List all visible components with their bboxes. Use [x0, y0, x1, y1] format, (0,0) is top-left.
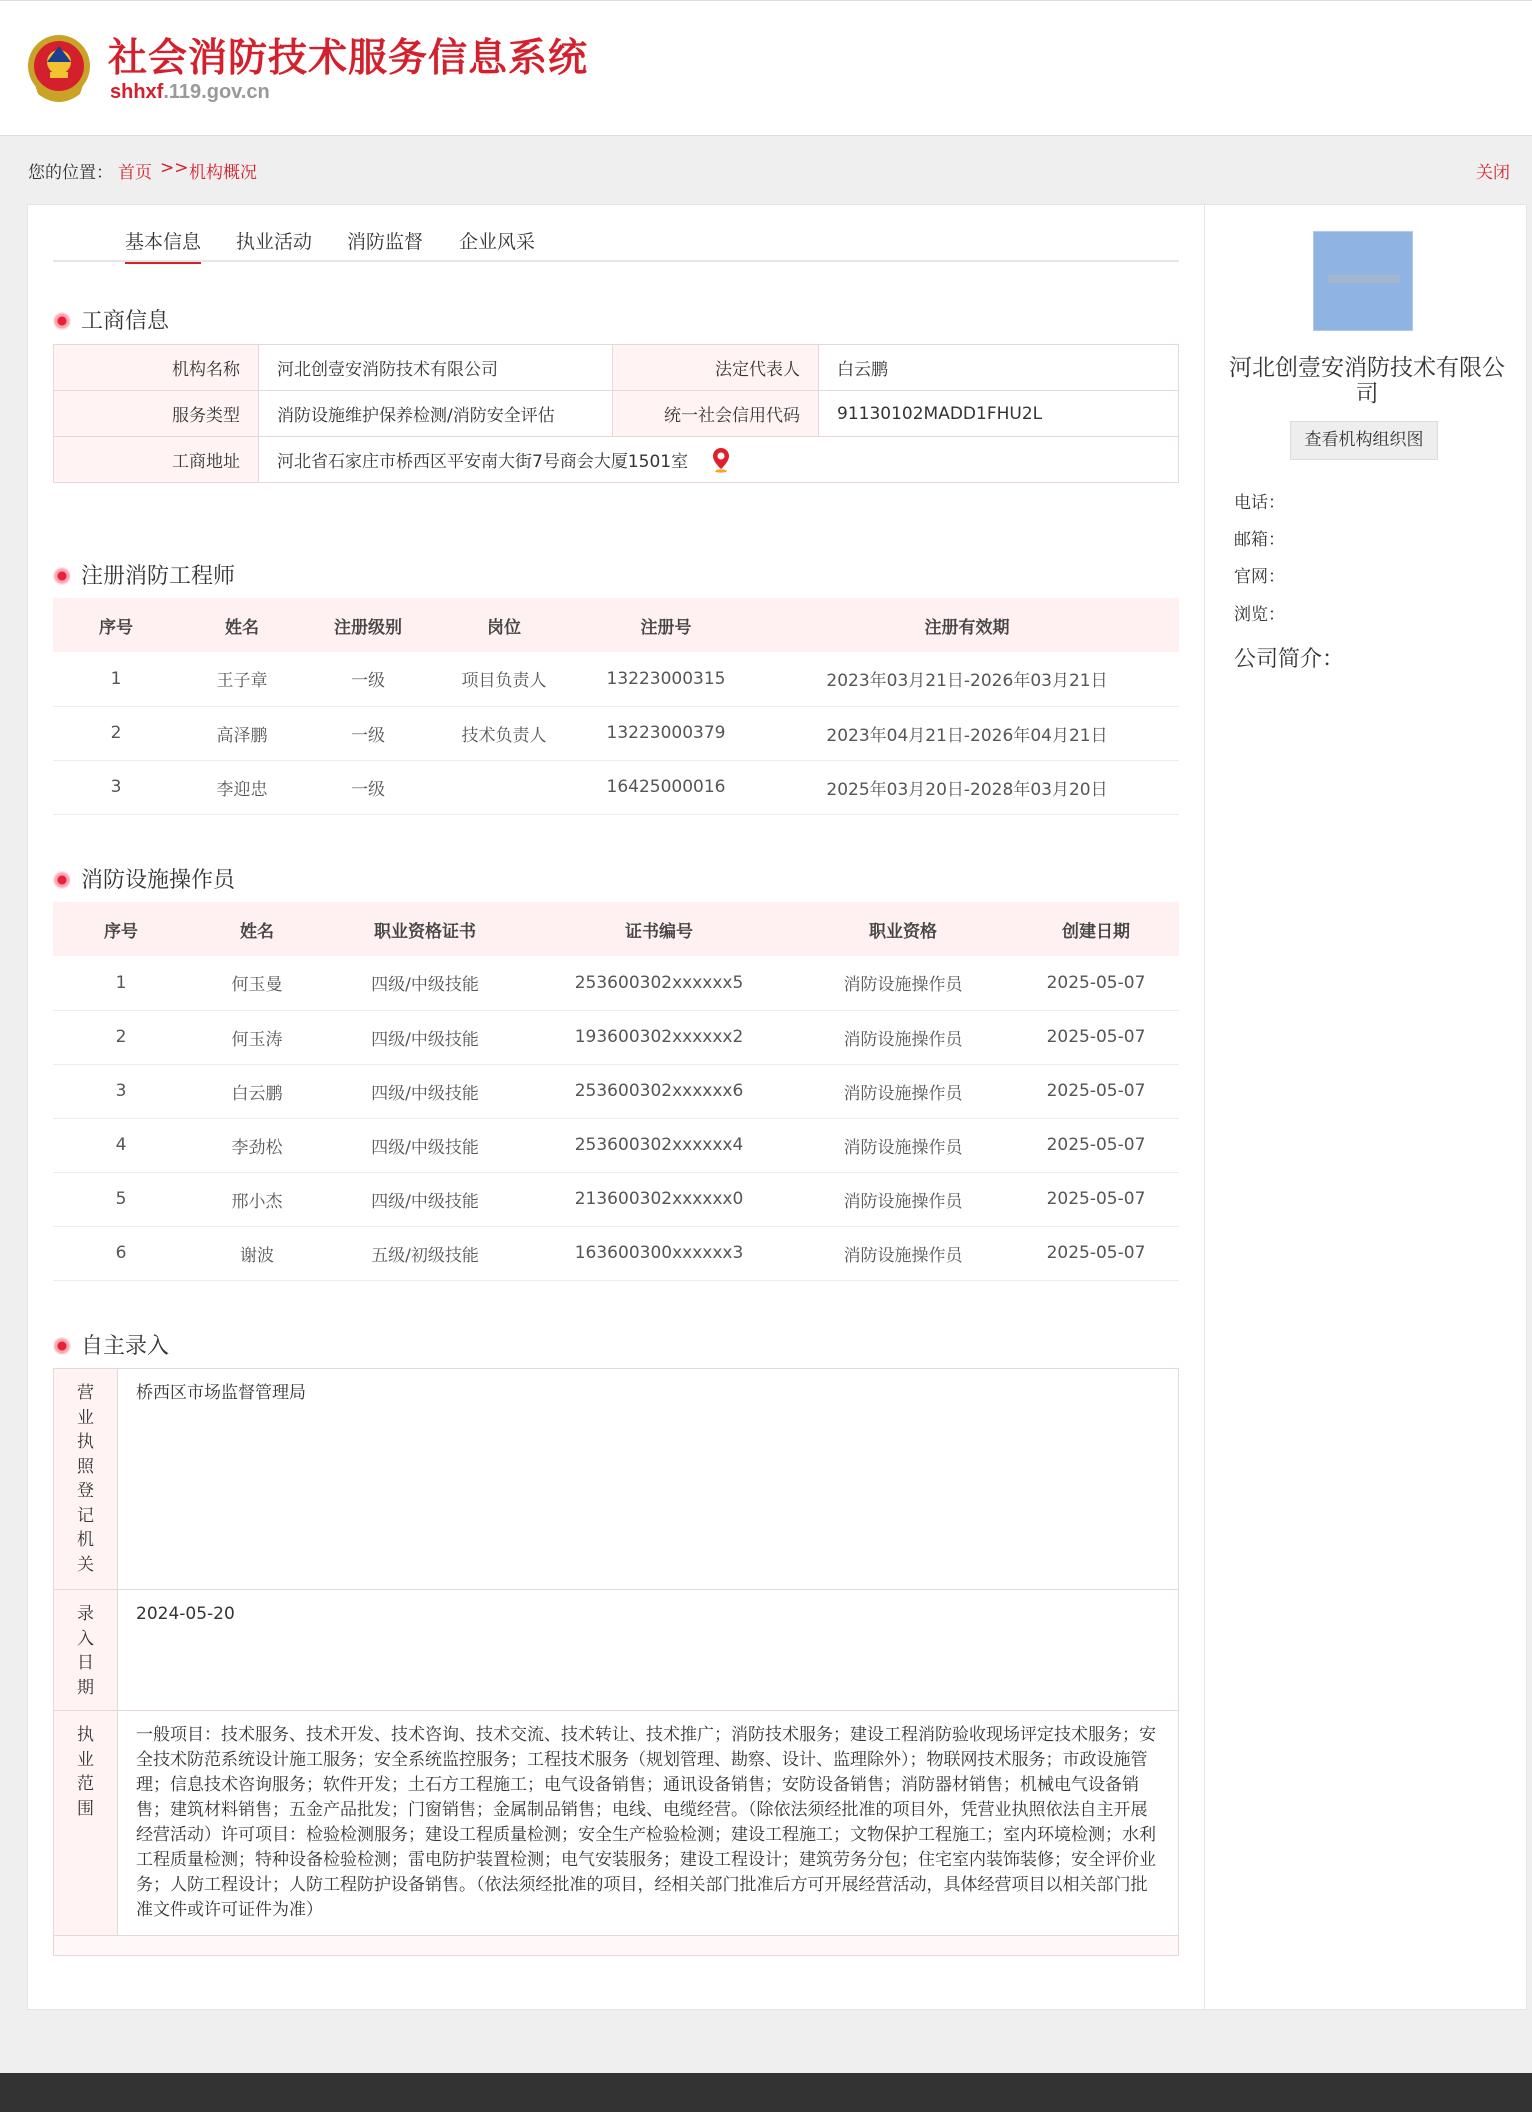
cell: 消防设施操作员 [793, 1226, 1013, 1280]
org-chart-button[interactable]: 查看机构组织图 [1290, 421, 1438, 460]
breadcrumb-current-link[interactable]: 机构概况 [189, 163, 257, 183]
breadcrumb-home-link[interactable]: 首页 [118, 163, 152, 183]
cell: 5 [53, 1172, 189, 1226]
table-row [53, 1010, 1179, 1064]
site-header [0, 0, 1532, 136]
cell: 谢波 [189, 1226, 325, 1280]
cell: 一级 [305, 706, 431, 760]
map-pin-icon[interactable] [712, 447, 730, 473]
tab-basic-info[interactable]: 基本信息 [125, 227, 201, 264]
cell: 一级 [305, 652, 431, 706]
cell: 消防设施操作员 [793, 956, 1013, 1010]
col-header: 创建日期 [1013, 902, 1179, 956]
self-input-table [53, 1368, 1179, 1956]
col-header: 序号 [53, 902, 189, 956]
cell: 2025-05-07 [1013, 1226, 1179, 1280]
bullet-dot-icon [53, 567, 71, 585]
cell: 253600302xxxxxx5 [525, 956, 793, 1010]
cell: 2025-05-07 [1013, 1172, 1179, 1226]
engineers-table [53, 598, 1179, 815]
cell: 何玉涛 [189, 1010, 325, 1064]
bullet-dot-icon [53, 871, 71, 889]
company-name: 河北创壹安消防技术有限公司 [1229, 355, 1505, 407]
cell: 2 [53, 1010, 189, 1064]
empty-row [54, 1936, 1179, 1956]
section-title-engineers: 注册消防工程师 [53, 559, 235, 590]
table-row [53, 652, 1179, 706]
cell: 王子章 [179, 652, 305, 706]
cell: 四级/中级技能 [325, 1172, 525, 1226]
tab-practice-activities[interactable]: 执业活动 [236, 231, 313, 253]
cell: 253600302xxxxxx6 [525, 1064, 793, 1118]
side-column [1204, 205, 1528, 2009]
service-type-label: 服务类型 [54, 391, 259, 437]
cell [431, 760, 577, 814]
cell: 13223000315 [577, 652, 755, 706]
col-header: 岗位 [431, 598, 577, 652]
business-info-table [53, 344, 1179, 483]
site-domain: shhxf.119.gov.cn [110, 81, 270, 103]
cell: 6 [53, 1226, 189, 1280]
col-header: 注册有效期 [755, 598, 1179, 652]
col-header: 注册号 [577, 598, 755, 652]
bullet-dot-icon [53, 1337, 71, 1355]
col-header: 证书编号 [525, 902, 793, 956]
cell: 李劲松 [189, 1118, 325, 1172]
section-title-self-input: 自主录入 [53, 1329, 169, 1360]
email-label: 邮箱： [1234, 530, 1285, 550]
content-panel [27, 204, 1527, 2010]
credit-code-value: 91130102MADD1FHU2L [819, 391, 1179, 437]
col-header: 序号 [53, 598, 179, 652]
reg-authority-value: 桥西区市场监督管理局 [118, 1369, 1179, 1590]
cell: 2 [53, 706, 179, 760]
address-cell [259, 437, 1179, 483]
table-row [53, 1118, 1179, 1172]
phone-label: 电话： [1234, 493, 1285, 513]
company-intro-label: 公司简介： [1234, 647, 1345, 672]
cell: 一级 [305, 760, 431, 814]
close-link[interactable]: 关闭 [1476, 163, 1510, 183]
table-header-row [53, 598, 1179, 652]
cell: 四级/中级技能 [325, 1118, 525, 1172]
table-row [53, 706, 1179, 760]
section-title-operators: 消防设施操作员 [53, 863, 235, 894]
cell: 2025-05-07 [1013, 1064, 1179, 1118]
legal-rep-value: 白云鹏 [819, 345, 1179, 391]
cell: 消防设施操作员 [793, 1064, 1013, 1118]
table-row [53, 1172, 1179, 1226]
cell: 2025-05-07 [1013, 956, 1179, 1010]
org-name-label: 机构名称 [54, 345, 259, 391]
cell: 16425000016 [577, 760, 755, 814]
col-header: 注册级别 [305, 598, 431, 652]
table-header-row [53, 902, 1179, 956]
cell: 消防设施操作员 [793, 1172, 1013, 1226]
operators-table [53, 902, 1179, 1281]
views-label: 浏览： [1234, 605, 1285, 625]
cell: 项目负责人 [431, 652, 577, 706]
legal-rep-label: 法定代表人 [613, 345, 819, 391]
cell: 13223000379 [577, 706, 755, 760]
cell: 消防设施操作员 [793, 1118, 1013, 1172]
main-column [28, 205, 1204, 2009]
service-type-value: 消防设施维护保养检测/消防安全评估 [259, 391, 613, 437]
cell: 何玉曼 [189, 956, 325, 1010]
table-row [53, 760, 1179, 814]
entry-date-label: 录入日期 [54, 1590, 118, 1711]
address-label: 工商地址 [54, 437, 259, 483]
cell: 四级/中级技能 [325, 1064, 525, 1118]
entry-date-value: 2024-05-20 [118, 1590, 1179, 1711]
table-row [53, 1226, 1179, 1280]
cell: 2023年03月21日-2026年03月21日 [755, 652, 1179, 706]
cell: 白云鹏 [189, 1064, 325, 1118]
tab-bar [53, 205, 1179, 262]
breadcrumb [28, 158, 1510, 182]
section-title-business: 工商信息 [53, 304, 169, 335]
cell: 4 [53, 1118, 189, 1172]
table-row [53, 956, 1179, 1010]
cell: 2025年03月20日-2028年03月20日 [755, 760, 1179, 814]
scope-label: 执业范围 [54, 1711, 118, 1936]
cell: 253600302xxxxxx4 [525, 1118, 793, 1172]
breadcrumb-prefix: 您的位置： [28, 163, 113, 183]
cell: 213600302xxxxxx0 [525, 1172, 793, 1226]
cell: 五级/初级技能 [325, 1226, 525, 1280]
cell: 3 [53, 760, 179, 814]
cell: 2025-05-07 [1013, 1118, 1179, 1172]
col-header: 姓名 [189, 902, 325, 956]
company-logo-image [1313, 231, 1413, 331]
cell: 2025-05-07 [1013, 1010, 1179, 1064]
reg-authority-label: 营业执照登记机关 [54, 1369, 118, 1590]
address-value: 河北省石家庄市桥西区平安南大街7号商会大厦1501室 [277, 451, 689, 472]
page-footer [0, 2073, 1532, 2112]
tab-company-showcase[interactable]: 企业风采 [459, 231, 536, 253]
cell: 邢小杰 [189, 1172, 325, 1226]
cell: 3 [53, 1064, 189, 1118]
cell: 四级/中级技能 [325, 1010, 525, 1064]
site-title: 社会消防技术服务信息系统 [108, 36, 589, 81]
cell: 消防设施操作员 [793, 1010, 1013, 1064]
cell: 四级/中级技能 [325, 956, 525, 1010]
website-label: 官网： [1234, 567, 1285, 587]
breadcrumb-separator: >> [160, 158, 189, 178]
cell: 高泽鹏 [179, 706, 305, 760]
col-header: 职业资格 [793, 902, 1013, 956]
scope-value: 一般项目：技术服务、技术开发、技术咨询、技术交流、技术转让、技术推广；消防技术服务；建设工程消防验收现场评定技术服务；安全技术防范系统设计施工服务；安全系统监控服务；工程技术服务（规划管理、勘察、设计、监理除外）；物联网技术服务；市政设施管理；信息技术咨询服务；软件开发；土石方工程施工；电气设备销售；通讯设备销售；安防设备销售；消防器材销售；机械电气设备销售；建筑材料销售；五金产品批发；门窗销售；金属制品销售；电线、电缆经营。（除依法须经批准的项目外，凭营业执照依法自主开展经营活动）许可项目：检验检测服务；建设工程质量检测；安全生产检验检测；建设工程施工；文物保护工程施工；室内环境检测；水利工程质量检测；特种设备检验检测；雷电防护装置检测；电气安装服务；建设工程设计；建筑劳务分包；住宅室内装饰装修；安全评价业务；人防工程设计；人防工程防护设备销售。（依法须经批准的项目，经相关部门批准后方可开展经营活动，具体经营项目以相关部门批准文件或许可证件为准） [118, 1711, 1179, 1936]
cell: 163600300xxxxxx3 [525, 1226, 793, 1280]
org-name-value: 河北创壹安消防技术有限公司 [259, 345, 613, 391]
cell: 193600302xxxxxx2 [525, 1010, 793, 1064]
cell: 2023年04月21日-2026年04月21日 [755, 706, 1179, 760]
cell: 技术负责人 [431, 706, 577, 760]
cell: 1 [53, 956, 189, 1010]
bullet-dot-icon [53, 312, 71, 330]
cell: 1 [53, 652, 179, 706]
credit-code-label: 统一社会信用代码 [613, 391, 819, 437]
tab-fire-supervision[interactable]: 消防监督 [347, 231, 424, 253]
cell: 李迎忠 [179, 760, 305, 814]
col-header: 职业资格证书 [325, 902, 525, 956]
fire-emblem-icon [26, 32, 92, 104]
table-row [53, 1064, 1179, 1118]
col-header: 姓名 [179, 598, 305, 652]
